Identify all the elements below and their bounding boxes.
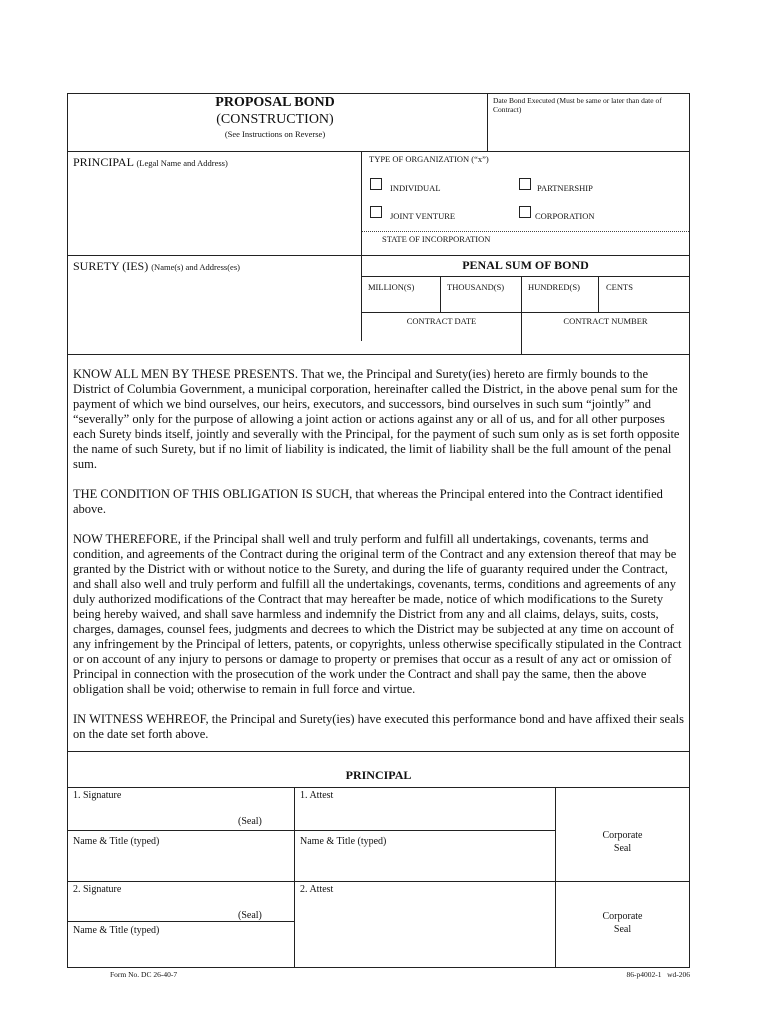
contract-date-label: CONTRACT DATE (406, 316, 477, 326)
seal-2-label: (Seal) (238, 910, 262, 921)
attest-2-label: 2. Attest (300, 884, 334, 895)
attest-2-field[interactable] (295, 897, 554, 919)
signature-1-label: 1. Signature (73, 790, 122, 801)
name-title-1-field[interactable] (68, 850, 293, 880)
attest-1-field[interactable] (295, 803, 554, 828)
joint-venture-checkbox[interactable] (370, 206, 382, 218)
name-title-1-label: Name & Title (typed) (73, 836, 160, 847)
penal-thousands-field[interactable] (442, 294, 520, 311)
attest-name-title-2-field[interactable] (295, 922, 554, 966)
contract-number-field[interactable] (523, 328, 688, 353)
instructions-note: (See Instructions on Reverse) (224, 129, 326, 139)
corporation-label: CORPORATION (535, 211, 595, 221)
corporation-checkbox[interactable] (519, 206, 531, 218)
individual-label: INDIVIDUAL (390, 183, 441, 193)
joint-venture-label: JOINT VENTURE (390, 211, 456, 221)
principal-sublabel: (Legal Name and Address) (136, 158, 228, 168)
penal-col-thousands: THOUSAND(S) (447, 282, 505, 292)
surety-label-text: SURETY (IES) (73, 259, 149, 273)
date-executed-label: Date Bond Executed (Must be same or later than date of Contract) (493, 96, 662, 114)
individual-checkbox[interactable] (370, 178, 382, 190)
penal-hundreds-field[interactable] (523, 294, 597, 311)
penal-col-hundreds: HUNDRED(S) (528, 282, 580, 292)
penal-millions-field[interactable] (363, 294, 439, 311)
bond-body-text (73, 367, 685, 757)
attest-name-title-1-label: Name & Title (typed) (300, 836, 387, 847)
penal-col-cents: CENTS (606, 282, 633, 292)
name-title-2-label: Name & Title (typed) (73, 925, 160, 936)
signatures-title: PRINCIPAL (345, 768, 412, 782)
surety-sublabel: (Name(s) and Address(es) (151, 262, 240, 272)
corporate-seal-1-label: Corporate Seal (602, 830, 643, 854)
principal-field[interactable] (68, 170, 361, 255)
contract-number-label: CONTRACT NUMBER (563, 316, 648, 326)
date-executed-field[interactable] (488, 118, 688, 150)
organization-label: TYPE OF ORGANIZATION (“x”) (369, 154, 489, 164)
corporate-seal-2-label: Corporate Seal (602, 911, 643, 935)
penal-sum-title: PENAL SUM OF BOND (462, 258, 589, 272)
form-title: PROPOSAL BOND (215, 95, 335, 110)
state-incorporation-field[interactable] (505, 232, 688, 254)
attest-1-label: 1. Attest (300, 790, 334, 801)
partnership-label: PARTNERSHIP (537, 183, 593, 193)
frame-top (67, 93, 690, 94)
bond-paragraph-4: IN WITNESS WEHREOF, the Principal and Surety(ies) have executed this performance bond and have affixed their seals on the date set forth above. (73, 712, 684, 741)
principal-label (73, 155, 228, 170)
bond-paragraph-3: NOW THEREFORE, if the Principal shall well and truly perform and fulfill all undertakings, covenants, terms and condition, and agreements of the Contract during the original term of the Contract and any extension thereof that may be granted by the District with or without notice to the Surety, and during the life of guaranty required under the Contract, and shall also well and truly perform and fulfill all the undertakings, covenants, terms, conditions and agreements of any duly authorized modifications of the Contract that may hereafter be made, notice of which modifications to the Surety being hereby waived, and shall save harmless and indemnify the District from any and all claims, delays, suits, costs, charges, damages, counsel fees, judgments and decrees to which the District may be subjected at any time on account of any infringement by the Principal of letters, patents, or copyrights, unless otherwise specifically stipulated in the Contract or on account of any injury to persons or damage to property or premises that occur as a result of any act or omission of Principal in connection with the prosecution of the work under the Contract and shall pay the same, then the above obligation shall be void; otherwise to remain in full force and virtue. (73, 532, 682, 696)
contract-date-field[interactable] (363, 328, 520, 353)
attest-name-title-1-field[interactable] (295, 850, 554, 880)
frame-bottom (67, 967, 690, 968)
bond-paragraph-2: THE CONDITION OF THIS OBLIGATION IS SUCH, that whereas the Principal entered into the Contract identified above. (73, 487, 663, 516)
form-number: Form No. DC 26-40-7 (110, 970, 178, 979)
form-code: 86-p4002-1 wd-206 (626, 970, 690, 979)
signature-2-label: 2. Signature (73, 884, 122, 895)
partnership-checkbox[interactable] (519, 178, 531, 190)
surety-field[interactable] (68, 274, 361, 354)
frame-right (689, 93, 690, 968)
seal-1-label: (Seal) (238, 816, 262, 827)
surety-label (73, 259, 240, 274)
bond-paragraph-1: KNOW ALL MEN BY THESE PRESENTS. That we, the Principal and Surety(ies) hereto are firmly bounds to the District of Columbia Government, a municipal corporation, hereinafter called the District, in the above penal sum for the payment of which we bind ourselves, our heirs, executors, and successors, bind ourselves in such sum “jointly” and “severally” only for the purpose of allowing a joint action or actions against any or all of us, and for all other purposes each Surety binds itself, jointly and severally with the Principal, for the payment of such sum only as is set forth opposite the name of such Surety, but if no limit of liability is indicated, the limit of liability shall be the full amount of the penal sum. (73, 367, 680, 471)
penal-cents-field[interactable] (600, 294, 688, 311)
penal-col-millions: MILLION(S) (368, 282, 415, 292)
form-subtitle: (CONSTRUCTION) (216, 112, 334, 127)
state-incorporation-label: STATE OF INCORPORATION (382, 234, 491, 244)
principal-label-text: PRINCIPAL (73, 155, 134, 169)
name-title-2-field[interactable] (68, 938, 293, 966)
